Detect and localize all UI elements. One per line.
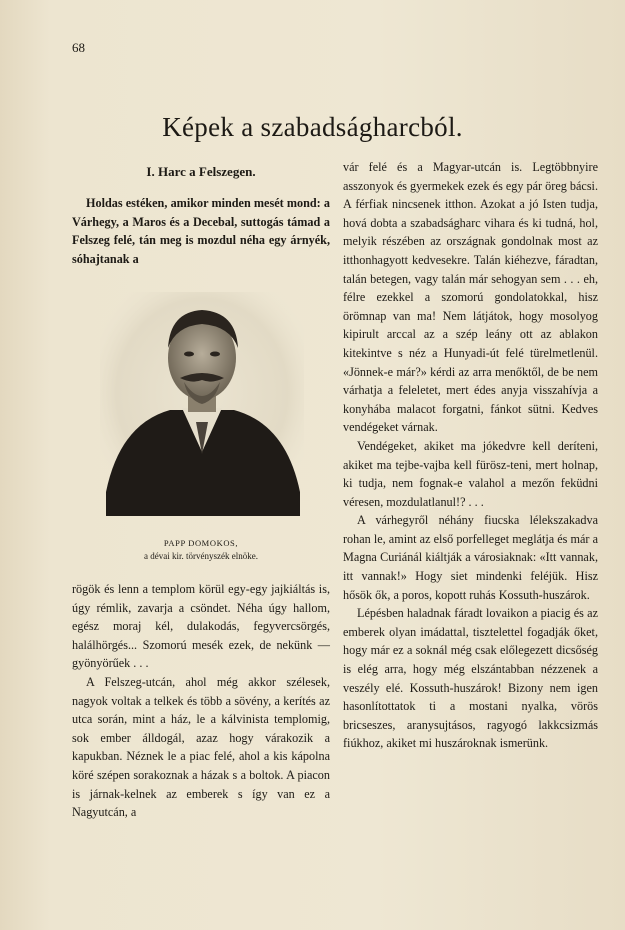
right-column bbox=[343, 158, 598, 753]
paragraph: A Felszeg-utcán, ahol még akkor szélesek, nagyok voltak a telkek és több a sövény, a kerítés az utca során, mint a ház, le a kálvinista templomig, sok ember álldogál, azaz hogy várakozik a kapukban. Néznek le a piac felé, ahol a kis kápolna köré szépen sorakoznak a házak s a boltok. A piacon is járnak-kelnek az emberek s így van ez a Nagyutcán, a bbox=[72, 674, 330, 820]
paragraph: Vendégeket, akiket ma jókedvre kell deríteni, akiket ma tejbe-vajba kell fürösz-teni, mert holnap, ki tudja, nem fognak-e valahol a mezőn feküdni véresen, mozdulatlanul!? . . . bbox=[343, 438, 598, 509]
portrait-caption-title: a dévai kir. törvényszék elnöke. bbox=[144, 551, 258, 561]
section-heading: I. Harc a Felszegen. bbox=[146, 164, 256, 179]
portrait-caption-name: PAPP DOMOKOS, bbox=[163, 538, 239, 548]
paragraph: Holdas estéken, amikor minden mesét mond: a Várhegy, a Maros és a Decebal, suttogás támad a Felszeg felé, tán meg is mozdul néha egy árnyék, sóhajtanak a bbox=[72, 196, 330, 266]
paragraph: vár felé és a Magyar-utcán is. Legtöbbnyire asszonyok és gyermekek ezek és egy pár öreg bácsi. A férfiak nincsenek itthon. Azokat a jó Isten tudja, hová dobta a szabadságharc vihara és ki tudná, hol, melyik részében az országnak gondolnak most az itthonhagyott kedvesekre. Talán kiéhezve, fáradtan, talán betegen, vagy talán már sehogyan sem . . . eh, félre ezekkel a szomorú gondolatokkal, hisz örömnap van ma! Nem látjátok, hogy mosolyog kipirult arccal az a szép leány ott az ablakon kitekintve s néz a Hunyadi-út felé türelmetlenül. «Jönnek-e már?» kérdi az arra menőktől, de be nem várhatja a feleletet, mert édes anyja visszahívja a konyhába malacot forgatni, fánkot sütni. Kedves vendégeket várnak. bbox=[343, 160, 598, 435]
left-column-bottom bbox=[72, 580, 330, 822]
portrait-photo-icon bbox=[100, 292, 304, 516]
paragraph: rögök és lenn a templom körül egy-egy jajkiáltás is, úgy rémlik, zavarja a csöndet. Néha úgy hallom, egész moraj kél, dulakodás, fegyvercsörgés, halálhörgés... Szomorú mesék ezek, de nekünk — gyönyörűek . . . bbox=[72, 582, 330, 671]
paragraph: A várhegyről néhány fiucska lélekszakadva rohan le, amint az első porfelleget meglátja és már a Magna Curiánál kiáltják a városiaknak: «Itt vannak, itt vannak!» Hogy siet mindenki feléjük. Hisz hősök ők, a poros, kopott ruhás Kossuth-huszárok. bbox=[343, 513, 598, 602]
paragraph: Lépésben haladnak fáradt lovaikon a piacig és az emberek olyan imádattal, tisztelettel fogadják őket, hogy már ez a soknál még csak előlegezett dicsőség is elég arra, hogy még elszántabban nézzenek a veszély elé. Kossuth-huszárok! Bizony nem igen hasonlítottatok ti a mostani nyalka, vörös bricseszes, aranysujtásos, ragyogó lakkcsizmás fiúkhoz, akiket mi huszároknak ismerünk. bbox=[343, 606, 598, 751]
left-column-top bbox=[72, 194, 330, 268]
article-title: Képek a szabadságharcból. bbox=[162, 112, 463, 142]
page-number: 68 bbox=[72, 40, 85, 55]
